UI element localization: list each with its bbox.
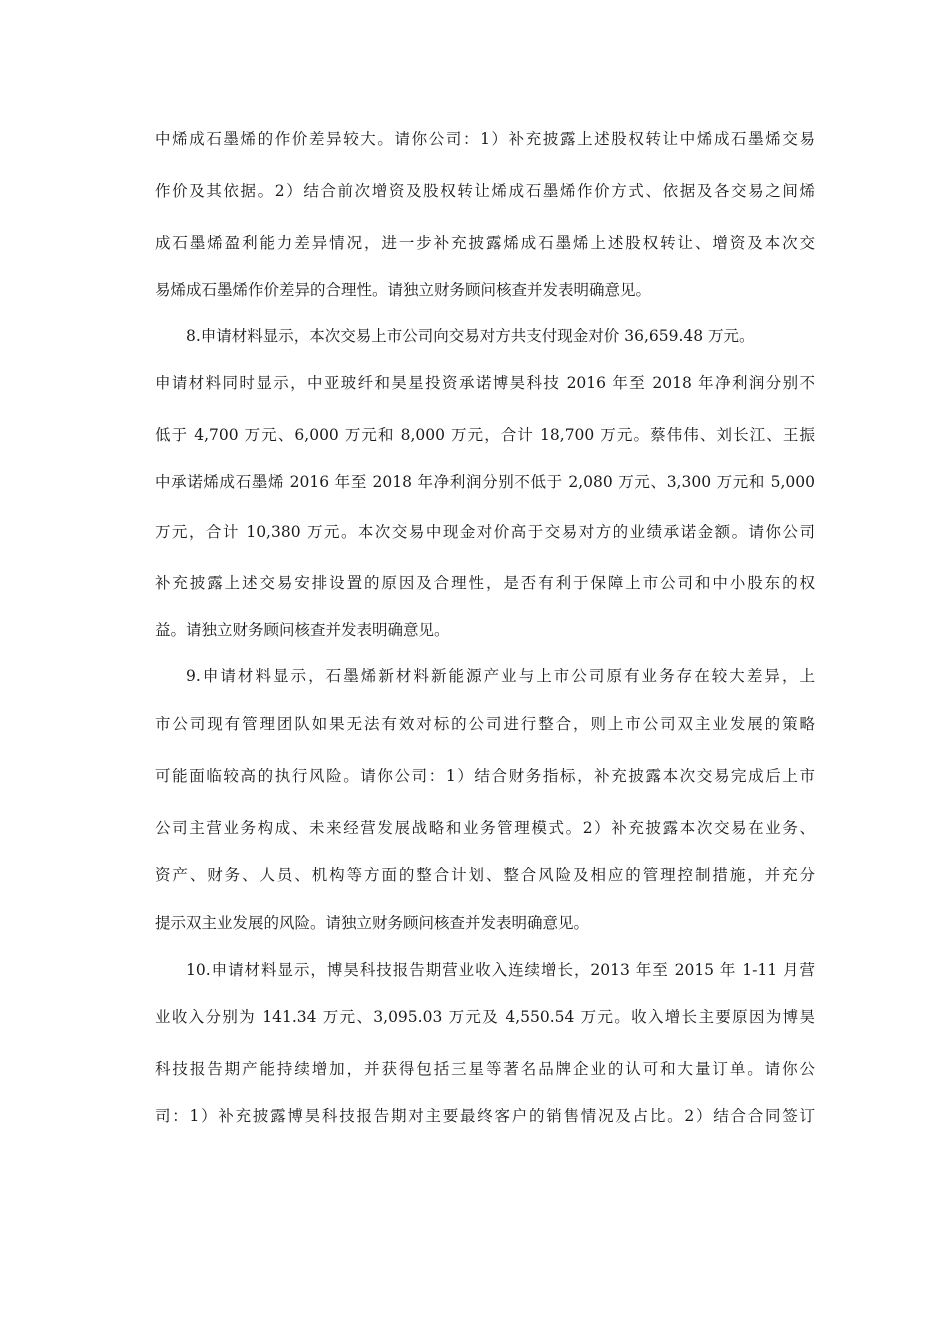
- text-line: 易烯成石墨烯作价差异的合理性。请独立财务顾问核查并发表明确意见。: [155, 281, 652, 299]
- text-line: 成石墨烯盈利能力差异情况，进一步补充披露烯成石墨烯上述股权转让、增资及本次交: [155, 234, 815, 252]
- text-line: 申请材料同时显示，中亚玻纤和昊星投资承诺博昊科技 2016 年至 2018 年净利润分别不: [155, 374, 815, 392]
- text-line: 益。请独立财务顾问核查并发表明确意见。: [155, 621, 450, 639]
- paragraph-8-first-line: 8.申请材料显示，本次交易上市公司向交易对方共支付现金对价 36,659.48 万元。: [186, 327, 755, 345]
- text-line: 补充披露上述交易安排设置的原因及合理性，是否有利于保障上市公司和中小股东的权: [155, 574, 815, 592]
- text-line: 司：1）补充披露博昊科技报告期对主要最终客户的销售情况及占比。2）结合合同签订: [155, 1107, 815, 1125]
- paragraph-10-first-line: 10.申请材料显示，博昊科技报告期营业收入连续增长，2013 年至 2015 年 1-11 月营: [186, 961, 815, 979]
- text-line: 市公司现有管理团队如果无法有效对标的公司进行整合，则上市公司双主业发展的策略: [155, 715, 815, 733]
- paragraph-9-first-line: 9.申请材料显示，石墨烯新材料新能源产业与上市公司原有业务存在较大差异，上: [186, 667, 815, 685]
- text-line: 公司主营业务构成、未来经营发展战略和业务管理模式。2）补充披露本次交易在业务、: [155, 819, 815, 837]
- text-line: 中烯成石墨烯的作价差异较大。请你公司：1）补充披露上述股权转让中烯成石墨烯交易: [155, 130, 815, 148]
- text-line: 科技报告期产能持续增加，并获得包括三星等著名品牌企业的认可和大量订单。请你公: [155, 1060, 815, 1078]
- text-line: 提示双主业发展的风险。请独立财务顾问核查并发表明确意见。: [155, 914, 590, 932]
- text-line: 中承诺烯成石墨烯 2016 年至 2018 年净利润分别不低于 2,080 万元、3,300 万元和 5,000: [155, 473, 815, 491]
- text-line: 资产、财务、人员、机构等方面的整合计划、整合风险及相应的管理控制措施，并充分: [155, 866, 815, 884]
- text-line: 万元，合计 10,380 万元。本次交易中现金对价高于交易对方的业绩承诺金额。请你公司: [155, 523, 815, 541]
- text-line: 可能面临较高的执行风险。请你公司：1）结合财务指标，补充披露本次交易完成后上市: [155, 767, 815, 785]
- text-line: 业收入分别为 141.34 万元、3,095.03 万元及 4,550.54 万元。收入增长主要原因为博昊: [155, 1008, 815, 1026]
- text-line: 低于 4,700 万元、6,000 万元和 8,000 万元，合计 18,700 万元。蔡伟伟、刘长江、王振: [155, 426, 815, 444]
- text-line: 作价及其依据。2）结合前次增资及股权转让烯成石墨烯作价方式、依据及各交易之间烯: [155, 182, 815, 200]
